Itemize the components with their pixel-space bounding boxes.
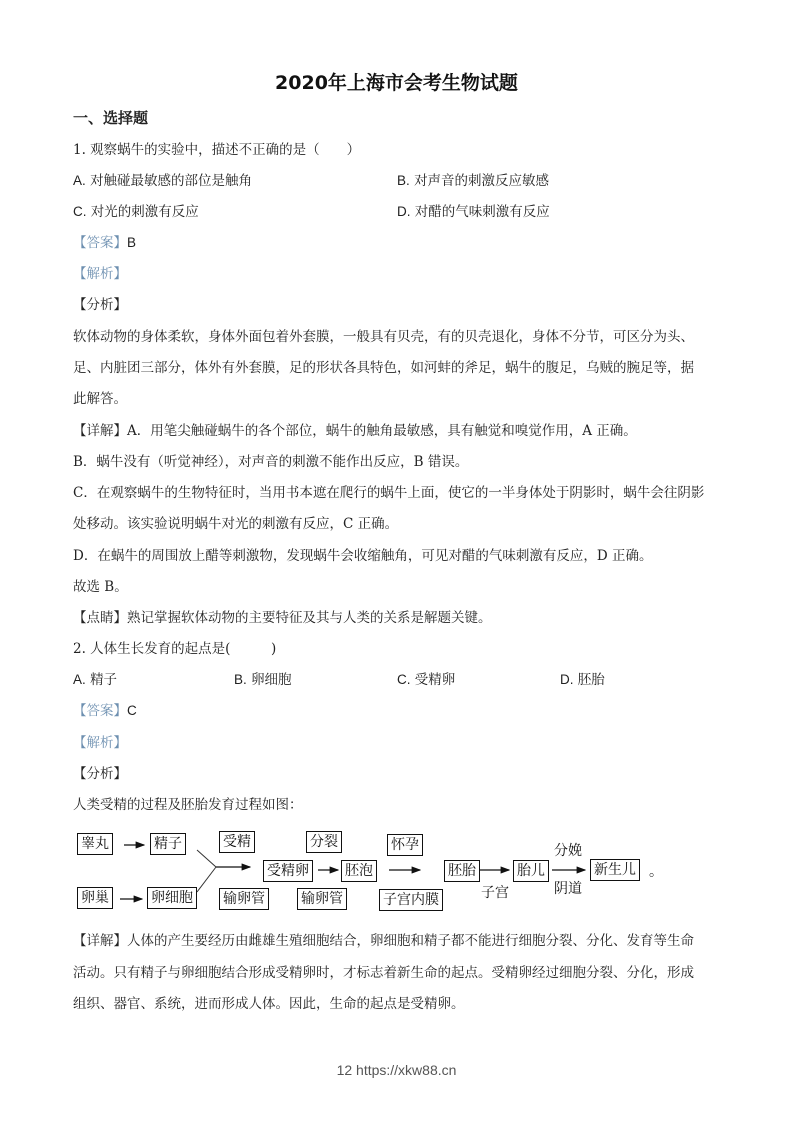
- q2-xiangjie-line: 活动。只有精子与卵细胞结合形成受精卵时，才标志着新生命的起点。受精卵经过细胞分裂、分化，形成: [73, 965, 694, 981]
- xiangjie-text: A．用笔尖触碰蜗牛的各个部位，蜗牛的触角最敏感，具有触觉和嗅觉作用，A 正确。: [127, 423, 637, 439]
- option-label: B.: [234, 672, 247, 687]
- answer-tag: 【答案】: [73, 703, 127, 719]
- option-text: 对醋的气味刺激有反应: [414, 204, 550, 220]
- box-division: 分裂: [306, 831, 342, 853]
- option-text: 对触碰最敏感的部位是触角: [90, 173, 253, 189]
- end-mark: 。: [649, 864, 663, 880]
- page-footer: 12 https://xkw88.cn: [336, 1062, 457, 1078]
- box-egg: 卵细胞: [147, 887, 197, 909]
- dianjing-text: 熟记掌握软体动物的主要特征及其与人类的关系是解题关键。: [127, 610, 492, 626]
- q2-fenxi-intro: 人类受精的过程及胚胎发育过程如图：: [73, 797, 303, 813]
- label-delivery: 分娩: [554, 843, 582, 859]
- q1-option-a: [73, 171, 252, 191]
- q1-jiexi-tag: 【解析】: [73, 266, 127, 282]
- option-text: 对声音的刺激反应敏感: [414, 173, 550, 189]
- q1-fenxi-line: 此解答。: [73, 391, 127, 407]
- option-text: 受精卵: [414, 672, 456, 688]
- option-text: 卵细胞: [251, 672, 292, 688]
- label-vagina: 阴道: [554, 881, 582, 897]
- option-label: A.: [73, 173, 86, 188]
- q2-option-c: [397, 670, 455, 690]
- option-label: A.: [73, 672, 86, 687]
- xiangjie-tag: 【详解】: [73, 423, 127, 439]
- q1-xiangjie-line: [73, 421, 637, 441]
- answer-value: C: [127, 703, 137, 718]
- option-text: 胚胎: [577, 672, 605, 688]
- box-endometrium: 子宫内膜: [379, 889, 443, 911]
- box-ovary: 卵巢: [77, 887, 113, 909]
- answer-value: B: [127, 235, 137, 250]
- q2-fenxi-tag: 【分析】: [73, 766, 127, 782]
- box-oviduct-2: 输卵管: [297, 888, 347, 910]
- q1-fenxi-line: 软体动物的身体柔软，身体外面包着外套膜，一般具有贝壳，有的贝壳退化，身体不分节，可区分为头、: [73, 329, 694, 345]
- q1-fenxi-tag: 【分析】: [73, 297, 127, 313]
- dianjing-tag: 【点睛】: [73, 610, 127, 626]
- box-oviduct-1: 输卵管: [219, 888, 269, 910]
- option-label: B.: [397, 173, 410, 188]
- xiangjie-text: 人体的产生要经历由雌雄生殖细胞结合，卵细胞和精子都不能进行细胞分裂、分化、发育等生命: [127, 933, 694, 949]
- answer-tag: 【答案】: [73, 235, 127, 251]
- q2-xiangjie-line: [73, 931, 694, 951]
- xiangjie-tag: 【详解】: [73, 933, 127, 949]
- q1-option-c: [73, 202, 199, 222]
- q2-option-b: [234, 670, 292, 690]
- option-label: C.: [397, 672, 411, 687]
- q2-stem: 2. 人体生长发育的起点是( ): [73, 641, 277, 657]
- option-label: C.: [73, 204, 87, 219]
- page-title: 2020年上海市会考生物试题: [275, 72, 518, 94]
- box-sperm: 精子: [150, 833, 186, 855]
- q2-xiangjie-line: 组织、器官、系统，进而形成人体。因此，生命的起点是受精卵。: [73, 996, 465, 1012]
- option-label: D.: [560, 672, 574, 687]
- section-heading: 一、选择题: [73, 109, 149, 127]
- q2-option-a: [73, 670, 117, 690]
- q2-jiexi-tag: 【解析】: [73, 735, 127, 751]
- q1-answer: [73, 233, 136, 253]
- q1-stem: 1. 观察蜗牛的实验中，描述不正确的是（ ）: [73, 142, 361, 158]
- option-text: 精子: [90, 672, 118, 688]
- q1-xiangjie-line: D．在蜗牛的周围放上醋等刺激物，发现蜗牛会收缩触角，可见对醋的气味刺激有反应，D 正确。: [73, 548, 653, 564]
- q2-answer: [73, 701, 137, 721]
- q1-dianjing: [73, 608, 492, 628]
- box-embryo: 胚胎: [444, 860, 480, 882]
- option-text: 对光的刺激有反应: [90, 204, 199, 220]
- box-pregnancy: 怀孕: [387, 834, 423, 856]
- box-fertilization: 受精: [219, 831, 255, 853]
- box-testis: 睾丸: [77, 833, 113, 855]
- q2-option-d: [560, 670, 605, 690]
- box-newborn: 新生儿: [590, 859, 640, 881]
- q1-xiangjie-line: C．在观察蜗牛的生物特征时，当用书本遮在爬行的蜗牛上面，使它的一半身体处于阴影时，蜗牛会往阴影: [73, 485, 705, 501]
- option-label: D.: [397, 204, 411, 219]
- q1-fenxi-line: 足、内脏团三部分，体外有外套膜，足的形状各具特色，如河蚌的斧足，蜗牛的腹足，乌贼的腕足等，据: [73, 360, 694, 376]
- q1-xiangjie-line: B．蜗牛没有（听觉神经），对声音的刺激不能作出反应，B 错误。: [73, 454, 469, 470]
- box-blastocyst: 胚泡: [341, 860, 377, 882]
- box-zygote: 受精卵: [263, 860, 313, 882]
- q1-option-b: [397, 171, 549, 191]
- q1-option-d: [397, 202, 550, 222]
- q1-conclusion: 故选 B。: [73, 579, 128, 595]
- label-uterus: 子宫: [481, 885, 509, 901]
- q1-xiangjie-line: 处移动。该实验说明蜗牛对光的刺激有反应，C 正确。: [73, 516, 399, 532]
- box-fetus: 胎儿: [513, 860, 549, 882]
